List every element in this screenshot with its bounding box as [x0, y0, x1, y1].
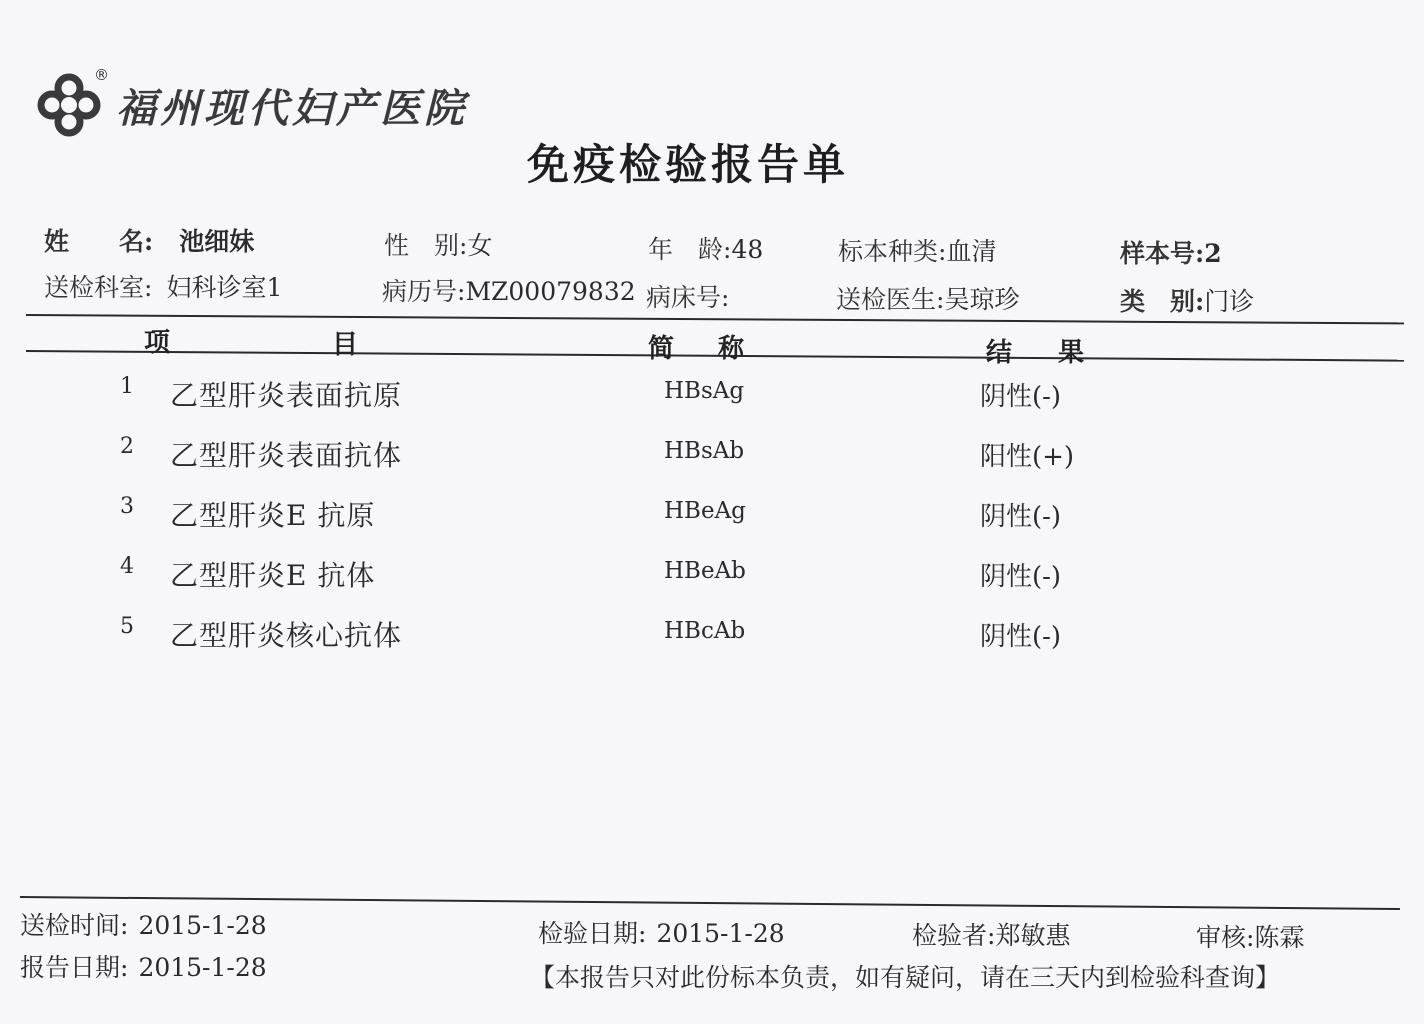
report-date-value: 2015-1-28 — [138, 953, 267, 982]
row-result: 阴性(-) — [980, 622, 1062, 652]
record-no-label: 病历号: — [382, 277, 466, 306]
row-result: 阴性(-) — [980, 502, 1062, 532]
row-abbr: HBeAg — [664, 498, 746, 524]
disclaimer-text: 【本报告只对此份标本负责，如有疑问，请在三天内到检验科查询】 — [530, 963, 1281, 992]
submit-time-value: 2015-1-28 — [138, 911, 267, 940]
hospital-logo — [34, 66, 468, 140]
hospital-name: 福州现代妇产医院 — [116, 84, 468, 132]
department-field — [44, 268, 282, 304]
doctor-value: 吴琼珍 — [944, 285, 1020, 314]
submit-time-label: 送检时间: — [20, 911, 129, 940]
test-date-field — [538, 914, 785, 950]
column-header-abbr-a: 简 — [648, 334, 675, 364]
category-value: 门诊 — [1204, 287, 1255, 316]
table-row — [0, 374, 1424, 414]
report-title-text: 免疫检验报告单 — [526, 140, 849, 189]
patient-sex-label: 性 别: — [384, 231, 468, 260]
row-abbr: HBeAb — [664, 558, 746, 584]
reviewer-label: 审核: — [1196, 923, 1255, 952]
report-date-label: 报告日期: — [20, 953, 129, 982]
registered-mark: ® — [94, 66, 109, 84]
department-label: 送检科室: — [44, 273, 153, 302]
patient-name-label: 姓 名: — [44, 227, 154, 256]
record-no-field — [382, 272, 636, 308]
patient-age-label: 年 龄: — [648, 235, 732, 264]
bed-no-label: 病床号: — [646, 283, 730, 312]
row-result: 阴性(-) — [980, 382, 1062, 412]
report-title — [0, 132, 1424, 192]
row-item: 乙型肝炎E 抗体 — [170, 559, 376, 592]
sample-no-field — [1120, 234, 1222, 270]
test-date-label: 检验日期: — [538, 919, 647, 948]
report-date-field — [20, 948, 267, 984]
row-abbr: HBsAb — [664, 438, 745, 464]
table-row — [0, 614, 1424, 654]
column-header-item-b: 目 — [332, 330, 359, 360]
table-row — [0, 434, 1424, 474]
column-header-result-b: 果 — [1058, 338, 1085, 368]
table-row — [0, 554, 1424, 594]
header-bottom-rule — [26, 350, 1404, 362]
doctor-field — [836, 280, 1019, 316]
row-abbr: HBsAg — [664, 378, 745, 404]
test-date-value: 2015-1-28 — [656, 919, 785, 948]
tester-value: 郑敏惠 — [995, 921, 1071, 950]
row-number: 4 — [120, 554, 134, 579]
row-item: 乙型肝炎表面抗体 — [170, 439, 403, 472]
row-number: 2 — [120, 434, 134, 459]
tester-label: 检验者: — [912, 921, 996, 950]
column-header-abbr-b: 称 — [718, 334, 745, 364]
row-item: 乙型肝炎核心抗体 — [170, 619, 403, 652]
department-value: 妇科诊室1 — [166, 273, 283, 302]
hospital-logo-icon — [34, 66, 109, 140]
row-abbr: HBcAb — [664, 618, 746, 644]
sample-no-label: 样本号: — [1120, 239, 1205, 268]
patient-name-field — [44, 222, 254, 258]
row-result: 阳性(+) — [980, 442, 1075, 472]
sample-no-value: 2 — [1204, 239, 1222, 268]
column-header-item-a: 项 — [144, 328, 171, 358]
specimen-type-field — [838, 232, 996, 268]
table-row — [0, 494, 1424, 534]
specimen-type-value: 血清 — [946, 237, 997, 266]
row-number: 1 — [120, 374, 134, 399]
patient-sex-value: 女 — [467, 231, 493, 260]
row-number: 5 — [120, 614, 134, 639]
doctor-label: 送检医生: — [836, 285, 945, 314]
submit-time-field — [20, 906, 267, 942]
category-field — [1120, 282, 1254, 318]
patient-age-field — [648, 230, 763, 266]
column-header-result-a: 结 — [986, 338, 1013, 368]
patient-name-value: 池细妹 — [179, 227, 255, 256]
patient-sex-field — [384, 226, 492, 262]
specimen-type-label: 标本种类: — [838, 237, 947, 266]
reviewer-field — [1196, 918, 1304, 954]
category-label: 类 别: — [1120, 287, 1205, 316]
bed-no-field — [646, 278, 729, 314]
reviewer-value: 陈霖 — [1254, 923, 1305, 952]
row-number: 3 — [120, 494, 134, 519]
row-item: 乙型肝炎表面抗原 — [170, 379, 403, 412]
tester-field — [912, 916, 1070, 952]
record-no-value: MZ00079832 — [465, 277, 636, 306]
patient-age-value: 48 — [731, 235, 764, 264]
row-result: 阴性(-) — [980, 562, 1062, 592]
row-item: 乙型肝炎E 抗原 — [170, 499, 376, 532]
